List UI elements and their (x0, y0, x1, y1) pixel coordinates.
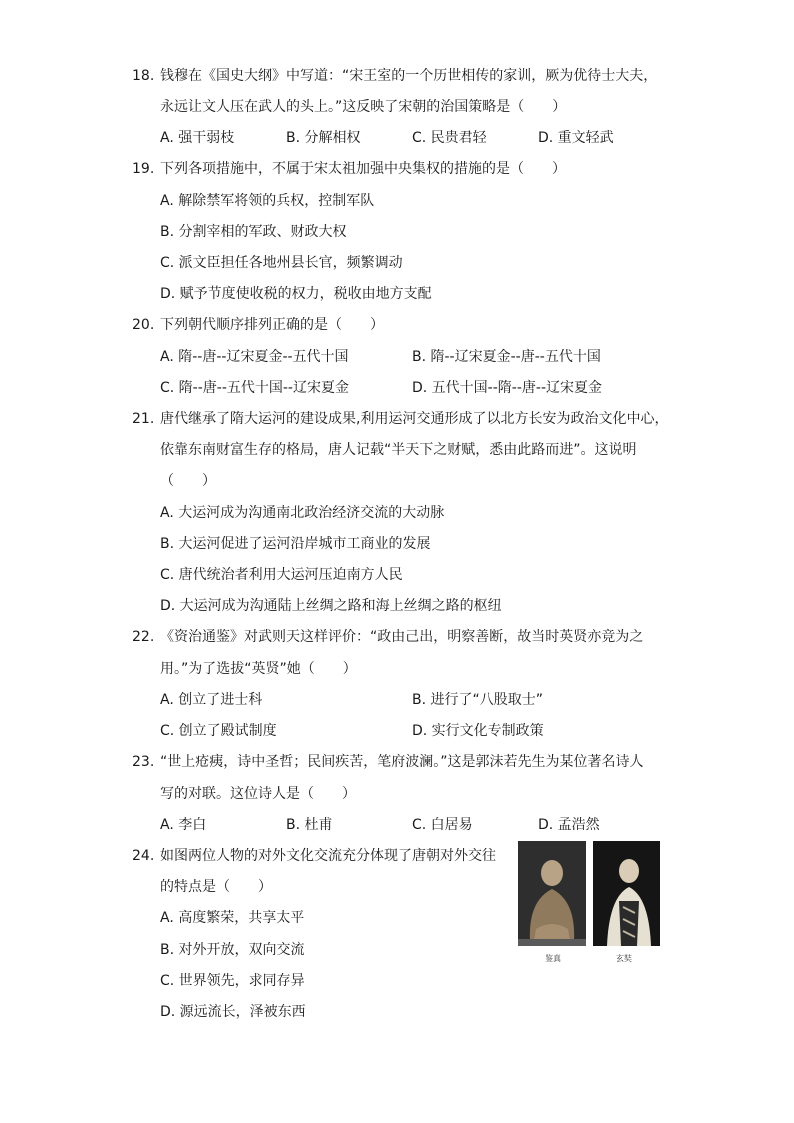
question-22-line-1: 《资治通鉴》对武则天这样评价：“政由己出，明察善断，故当时英贤亦竞为之 (160, 629, 644, 645)
question-23-option-a: A. 李白 (160, 817, 207, 833)
question-18-number: 18. (132, 68, 155, 84)
question-19-option-c: C. 派文臣担任各地州县长官，频繁调动 (160, 255, 403, 271)
question-23-option-c: C. 白居易 (412, 817, 473, 833)
question-24-line-1: 如图两位人物的对外文化交流充分体现了唐朝对外交往 (160, 848, 496, 864)
question-22-option-b: B. 进行了“八股取士” (412, 692, 544, 708)
question-23-number: 23. (132, 754, 155, 770)
traveling-monk-portrait-icon (593, 841, 660, 946)
question-24-number: 24. (132, 848, 155, 864)
question-19-number: 19. (132, 161, 155, 177)
photo-xuanzang (593, 841, 660, 946)
question-18-option-c: C. 民贵君轻 (412, 130, 487, 146)
question-20-option-b: B. 隋--辽宋夏金--唐--五代十国 (412, 349, 601, 365)
seated-monk-statue-icon (518, 841, 586, 946)
question-21-option-c: C. 唐代统治者利用大运河压迫南方人民 (160, 567, 403, 583)
question-22-option-a: A. 创立了进士科 (160, 692, 263, 708)
question-20-number: 20. (132, 317, 155, 333)
question-20-option-a: A. 隋--唐--辽宋夏金--五代十国 (160, 349, 349, 365)
question-20-option-d: D. 五代十国--隋--唐--辽宋夏金 (412, 380, 602, 396)
question-22-number: 22. (132, 629, 155, 645)
photo-jianzhen (518, 841, 586, 946)
question-18-line-2: 永远让文人压在武人的头上。”这反映了宋朝的治国策略是（ ） (160, 99, 567, 115)
question-21-line-1: 唐代继承了隋大运河的建设成果,利用运河交通形成了以北方长安为政治文化中心， (160, 411, 669, 427)
caption-xuanzang: 玄奘 (616, 954, 632, 963)
question-22-option-d: D. 实行文化专制政策 (412, 723, 544, 739)
question-21-line-2: 依靠东南财富生存的格局，唐人记载“半天下之财赋，悉由此路而进”。这说明 (160, 442, 637, 458)
question-22-line-2: 用。”为了选拔“英贤”她（ ） (160, 661, 357, 677)
question-21-line-3: （ ） (160, 473, 216, 489)
question-24-option-b: B. 对外开放，双向交流 (160, 942, 305, 958)
question-18-option-a: A. 强干弱枝 (160, 130, 235, 146)
question-21-number: 21. (132, 411, 155, 427)
question-23-option-b: B. 杜甫 (286, 817, 333, 833)
question-23-line-2: 写的对联。这位诗人是（ ） (160, 786, 356, 802)
question-21-option-a: A. 大运河成为沟通南北政治经济交流的大动脉 (160, 505, 445, 521)
question-18-option-d: D. 重文轻武 (538, 130, 614, 146)
question-21-option-b: B. 大运河促进了运河沿岸城市工商业的发展 (160, 536, 431, 552)
question-19-line-1: 下列各项措施中，不属于宋太祖加强中央集权的措施的是（ ） (160, 161, 566, 177)
question-18-option-b: B. 分解相权 (286, 130, 361, 146)
question-20-line-1: 下列朝代顺序排列正确的是（ ） (160, 317, 384, 333)
caption-jianzhen: 鉴真 (545, 954, 561, 963)
question-24-option-a: A. 高度繁荣，共享太平 (160, 910, 305, 926)
question-21-option-d: D. 大运河成为沟通陆上丝绸之路和海上丝绸之路的枢纽 (160, 598, 502, 614)
question-20-option-c: C. 隋--唐--五代十国--辽宋夏金 (160, 380, 349, 396)
question-23-line-1: “世上疮痍，诗中圣哲；民间疾苦，笔府波澜。”这是郭沫若先生为某位著名诗人 (160, 754, 644, 770)
question-24-option-c: C. 世界领先，求同存异 (160, 973, 305, 989)
question-19-option-a: A. 解除禁军将领的兵权，控制军队 (160, 193, 375, 209)
question-24-option-d: D. 源远流长，泽被东西 (160, 1004, 306, 1020)
question-19-option-d: D. 赋予节度使收税的权力，税收由地方支配 (160, 286, 432, 302)
question-22-option-c: C. 创立了殿试制度 (160, 723, 277, 739)
question-24-line-2: 的特点是（ ） (160, 879, 272, 895)
question-19-option-b: B. 分割宰相的军政、财政大权 (160, 224, 347, 240)
question-18-line-1: 钱穆在《国史大纲》中写道：“宋王室的一个历世相传的家训，厥为优待士大夫， (160, 68, 658, 84)
question-23-option-d: D. 孟浩然 (538, 817, 600, 833)
